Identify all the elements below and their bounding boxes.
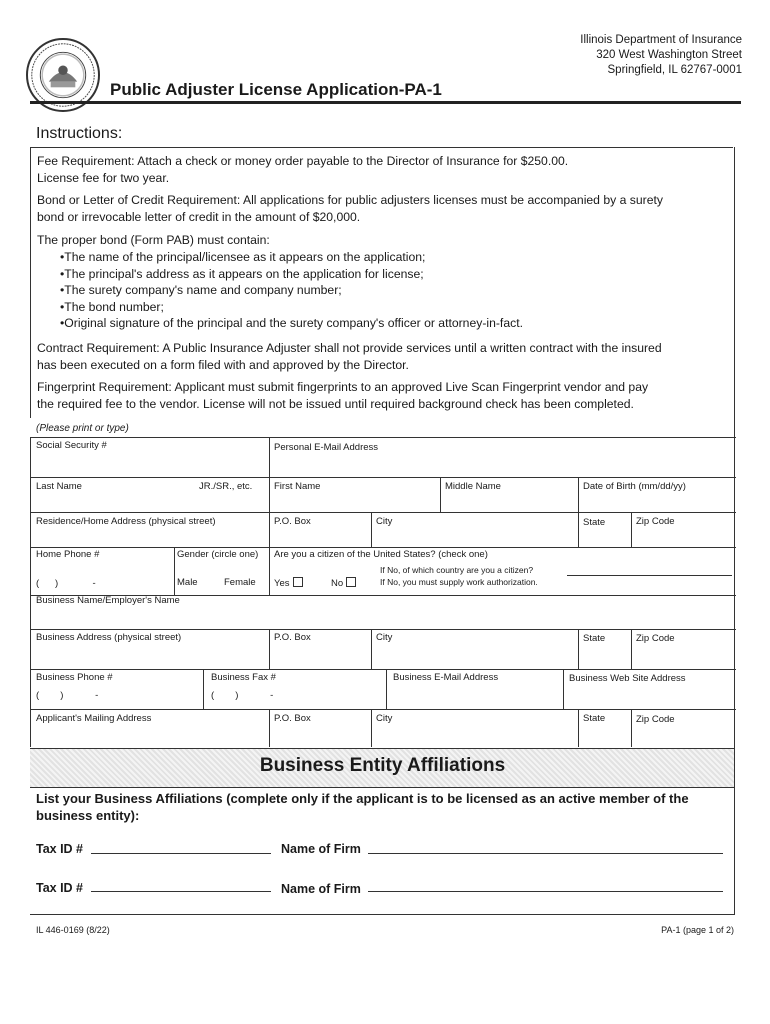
fee-text-2: License fee for two year. bbox=[37, 170, 170, 185]
application-form bbox=[30, 437, 736, 747]
business-zip-field[interactable]: Zip Code bbox=[636, 633, 675, 644]
mailing-city-field[interactable]: City bbox=[376, 713, 393, 724]
tax-id-label-2: Tax ID # bbox=[36, 881, 84, 895]
agency-address bbox=[580, 33, 742, 78]
bond-text-2: bond or irrevocable letter of credit in the amount of $20,000. bbox=[37, 209, 361, 224]
citizen-yes-checkbox[interactable]: Yes bbox=[274, 577, 303, 589]
form-bottom-border bbox=[30, 914, 735, 915]
list-item: • The bond number; bbox=[60, 299, 523, 316]
business-name-field[interactable]: Business Name/Employer's Name bbox=[36, 595, 180, 606]
business-address-field[interactable]: Business Address (physical street) bbox=[36, 632, 182, 643]
agency-street: 320 West Washington Street bbox=[596, 49, 742, 61]
list-item: • The principal's address as it appears on the application for license; bbox=[60, 266, 523, 283]
list-item: • Original signature of the principal and the surety company's officer or attorney-in-fact. bbox=[60, 315, 523, 332]
gender-male-option[interactable]: Male bbox=[177, 577, 198, 588]
affiliations-heading: Business Entity Affiliations bbox=[259, 755, 506, 776]
middle-name-field[interactable]: Middle Name bbox=[445, 481, 501, 492]
print-note: (Please print or type) bbox=[36, 423, 129, 434]
home-phone-mask: ( ) - bbox=[36, 578, 96, 589]
contract-requirement bbox=[37, 340, 727, 373]
firm-name-label-2: Name of Firm bbox=[281, 882, 361, 896]
residence-address-field[interactable]: Residence/Home Address (physical street) bbox=[36, 516, 216, 527]
contract-text-2: has been executed on a form filed with and approved by the Director. bbox=[37, 357, 409, 372]
first-name-field[interactable]: First Name bbox=[274, 481, 321, 492]
suffix-field[interactable]: JR./SR., etc. bbox=[199, 481, 253, 492]
fingerprint-text-2: the required fee to the vendor. License will not be issued until required background check has been completed. bbox=[37, 396, 634, 411]
firm-name-label-1: Name of Firm bbox=[281, 842, 361, 856]
personal-email-field[interactable]: Personal E-Mail Address bbox=[274, 442, 379, 453]
gender-female-option[interactable]: Female bbox=[224, 577, 256, 588]
dob-field[interactable]: Date of Birth (mm/dd/yy) bbox=[583, 481, 686, 492]
contract-label: Contract Requirement: bbox=[37, 341, 160, 355]
fingerprint-text: Applicant must submit fingerprints to an approved Live Scan Fingerprint vendor and pay bbox=[174, 380, 649, 394]
checkbox-icon bbox=[293, 577, 303, 587]
fee-label: Fee Requirement: bbox=[37, 154, 135, 168]
residence-po-box-field[interactable]: P.O. Box bbox=[274, 516, 311, 527]
page-title: Public Adjuster License Application-PA-1 bbox=[110, 80, 442, 99]
citizen-no-checkbox[interactable]: No bbox=[331, 577, 356, 589]
ssn-field[interactable]: Social Security # bbox=[36, 440, 107, 451]
fee-text: Attach a check or money order payable to the Director of Insurance for $250.00. bbox=[137, 154, 569, 168]
mailing-address-field[interactable]: Applicant's Mailing Address bbox=[36, 713, 152, 724]
gender-label: Gender (circle one) bbox=[177, 549, 259, 560]
list-item: • The surety company's name and company number; bbox=[60, 282, 523, 299]
fingerprint-label: Fingerprint Requirement: bbox=[37, 380, 172, 394]
title-divider bbox=[30, 101, 741, 104]
mailing-zip-field[interactable]: Zip Code bbox=[636, 714, 675, 725]
business-website-field[interactable]: Business Web Site Address bbox=[569, 673, 686, 684]
tax-id-input-2[interactable] bbox=[91, 891, 271, 892]
form-number: IL 446-0169 (8/22) bbox=[36, 925, 110, 935]
home-phone-field[interactable]: Home Phone # bbox=[36, 549, 100, 560]
business-city-field[interactable]: City bbox=[376, 632, 393, 643]
business-phone-mask: ( ) - bbox=[36, 690, 99, 701]
affiliations-instruction: List your Business Affiliations (complete only if the applicant is to be licensed as an active member of the business entity): bbox=[36, 791, 689, 823]
business-fax-field[interactable]: Business Fax # bbox=[211, 672, 276, 683]
fee-requirement bbox=[37, 153, 727, 186]
bond-text: All applications for public adjusters licenses must be accompanied by a surety bbox=[242, 193, 663, 207]
country-question: If No, of which country are you a citizen? bbox=[380, 565, 534, 575]
form-right-border bbox=[734, 147, 735, 914]
business-state-field[interactable]: State bbox=[583, 633, 606, 644]
residence-city-field[interactable]: City bbox=[376, 516, 393, 527]
residence-zip-field[interactable]: Zip Code bbox=[636, 516, 675, 527]
business-phone-field[interactable]: Business Phone # bbox=[36, 672, 113, 683]
page-number: PA-1 (page 1 of 2) bbox=[661, 925, 734, 935]
firm-name-input-2[interactable] bbox=[368, 891, 723, 892]
checkbox-icon bbox=[346, 577, 356, 587]
bond-requirement bbox=[37, 192, 727, 225]
tax-id-input-1[interactable] bbox=[91, 853, 271, 854]
business-po-box-field[interactable]: P.O. Box bbox=[274, 632, 311, 643]
citizen-question: Are you a citizen of the United States? (check one) bbox=[274, 549, 488, 560]
affiliations-band bbox=[30, 748, 735, 788]
tax-id-label-1: Tax ID # bbox=[36, 842, 84, 856]
last-name-field[interactable]: Last Name bbox=[36, 481, 82, 492]
contract-text: A Public Insurance Adjuster shall not provide services until a written contract with the insured bbox=[162, 341, 662, 355]
mailing-state-field[interactable]: State bbox=[583, 713, 606, 724]
fingerprint-requirement bbox=[37, 379, 727, 412]
agency-name: Illinois Department of Insurance bbox=[580, 34, 742, 46]
bond-label: Bond or Letter of Credit Requirement: bbox=[37, 193, 241, 207]
list-item: • The name of the principal/licensee as it appears on the application; bbox=[60, 249, 523, 266]
country-line[interactable] bbox=[567, 575, 732, 576]
business-fax-mask: ( ) - bbox=[211, 690, 274, 701]
bond-bullet-list bbox=[60, 249, 523, 332]
agency-city: Springfield, IL 62767-0001 bbox=[607, 64, 742, 76]
firm-name-input-1[interactable] bbox=[368, 853, 723, 854]
business-email-field[interactable]: Business E-Mail Address bbox=[393, 672, 499, 683]
instructions-heading: Instructions: bbox=[36, 125, 123, 142]
residence-state-field[interactable]: State bbox=[583, 517, 606, 528]
mailing-po-box-field[interactable]: P.O. Box bbox=[274, 713, 311, 724]
work-authorization-note: If No, you must supply work authorization. bbox=[380, 577, 538, 587]
bond-contain: The proper bond (Form PAB) must contain: bbox=[37, 233, 270, 247]
